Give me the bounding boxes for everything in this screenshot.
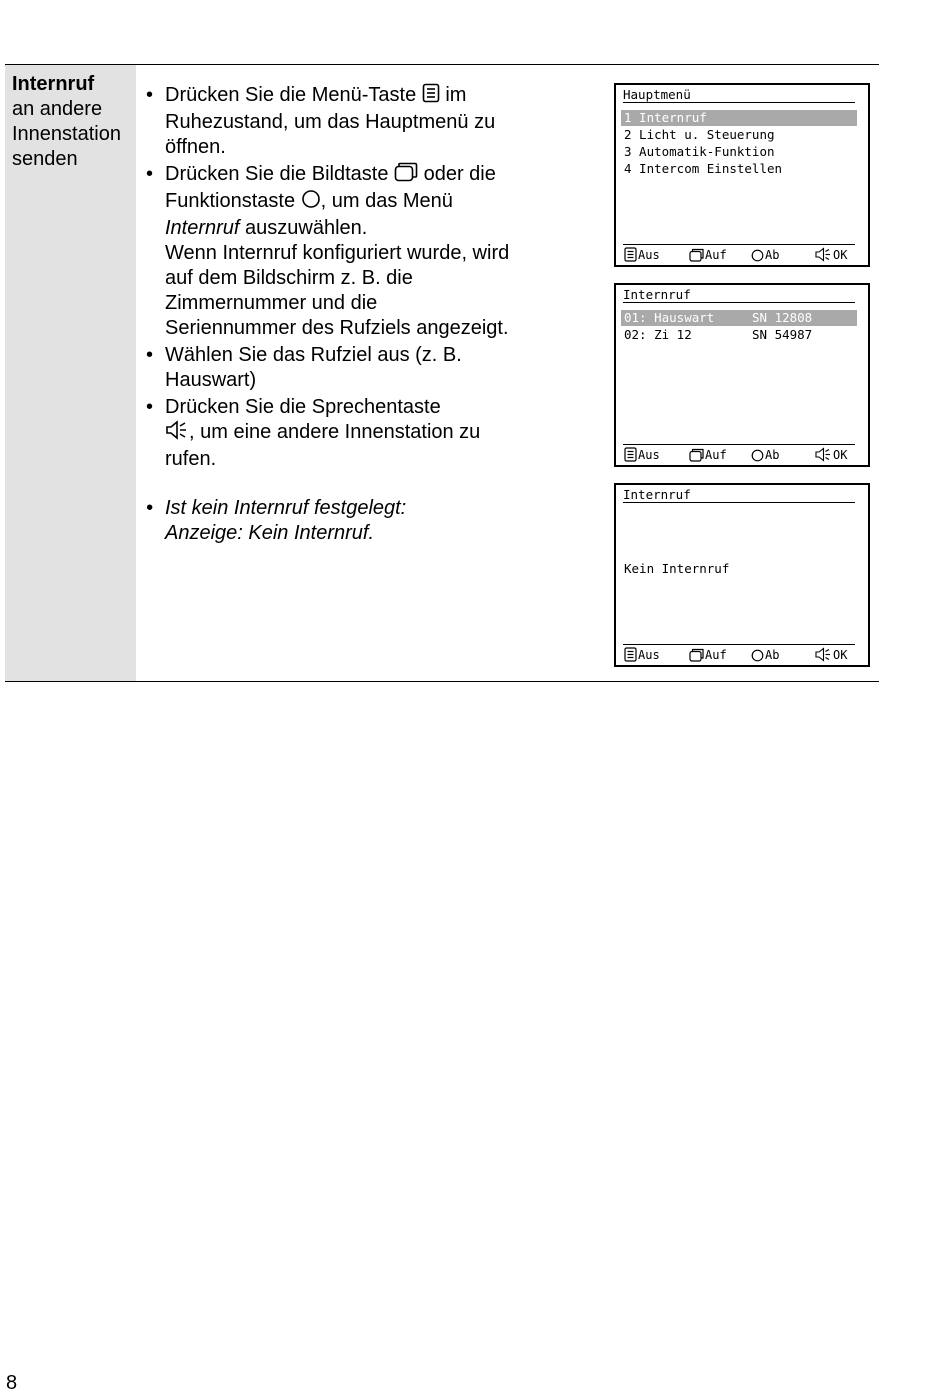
screen-footer bbox=[623, 644, 855, 665]
screen-footer bbox=[623, 444, 855, 465]
sidebar-heading bbox=[12, 72, 121, 172]
sidebar-column bbox=[5, 65, 136, 681]
list-item bbox=[142, 343, 512, 393]
screen-main-menu bbox=[614, 83, 870, 267]
footer-auf: Auf bbox=[689, 647, 727, 663]
picture-key-icon bbox=[394, 162, 418, 189]
speaker-key-icon bbox=[815, 447, 832, 462]
empty-message: Kein Internruf bbox=[624, 561, 730, 576]
list-item bbox=[142, 395, 512, 472]
step-text: oder die Funktionstaste bbox=[165, 163, 496, 212]
speaker-key-icon bbox=[165, 420, 189, 447]
instruction-list bbox=[142, 83, 512, 548]
picture-key-icon bbox=[689, 648, 704, 662]
footer-aus: Aus bbox=[624, 447, 660, 463]
footer-ok: OK bbox=[815, 447, 847, 463]
footer-aus: Aus bbox=[624, 247, 660, 263]
sidebar-title: Internruf bbox=[12, 73, 95, 95]
sidebar-line: senden bbox=[12, 148, 78, 170]
note-text: Anzeige: Kein Internruf. bbox=[165, 522, 375, 544]
menu-key-icon bbox=[624, 447, 637, 462]
speaker-key-icon bbox=[815, 647, 832, 662]
target-serial: SN 12808 bbox=[752, 310, 813, 325]
picture-key-icon bbox=[689, 248, 704, 262]
sidebar-line: Innenstation bbox=[12, 123, 121, 145]
page-number: 8 bbox=[6, 1372, 18, 1394]
step-text: auszuwählen. bbox=[239, 217, 368, 239]
call-target-selected[interactable] bbox=[621, 310, 857, 326]
footer-ok: OK bbox=[815, 647, 847, 663]
menu-item-selected[interactable]: 1 Internruf bbox=[621, 110, 857, 126]
footer-ab: Ab bbox=[751, 647, 779, 663]
list-item bbox=[142, 162, 512, 341]
speaker-key-icon bbox=[815, 247, 832, 262]
menu-item[interactable]: 4 Intercom Einstellen bbox=[624, 161, 783, 176]
function-key-icon bbox=[751, 649, 764, 662]
screen-header: Internruf bbox=[623, 487, 855, 503]
target-serial: SN 54987 bbox=[752, 327, 813, 342]
screen-internruf-list bbox=[614, 283, 870, 467]
screen-header: Internruf bbox=[623, 287, 855, 303]
menu-item[interactable]: 2 Licht u. Steuerung bbox=[624, 127, 775, 142]
footer-ab: Ab bbox=[751, 247, 779, 263]
step-text: Drücken Sie die Sprechentaste bbox=[165, 396, 441, 418]
menu-key-icon bbox=[422, 83, 440, 110]
picture-key-icon bbox=[689, 448, 704, 462]
menu-name: Internruf bbox=[165, 217, 240, 239]
function-key-icon bbox=[751, 249, 764, 262]
screen-internruf-empty bbox=[614, 483, 870, 667]
call-target[interactable] bbox=[621, 327, 857, 343]
note-text: Ist kein Internruf festgelegt: bbox=[165, 497, 407, 519]
step-text: Drücken Sie die Bildtaste bbox=[165, 163, 395, 185]
menu-key-icon bbox=[624, 247, 637, 262]
list-item bbox=[142, 83, 512, 160]
function-key-icon bbox=[301, 189, 321, 216]
step-text: Wählen Sie das Rufziel aus (z. B. Hauswart) bbox=[165, 344, 462, 391]
footer-auf: Auf bbox=[689, 247, 727, 263]
function-key-icon bbox=[751, 449, 764, 462]
step-text: Wenn Internruf konfiguriert wurde, wird auf dem Bildschirm z. B. die Zimmernummer und die Seriennummer des Rufziels angezeigt. bbox=[165, 242, 510, 339]
instruction-section bbox=[5, 64, 879, 682]
step-text: , um eine andere Innenstation zu rufen. bbox=[165, 421, 481, 470]
menu-item[interactable]: 3 Automatik-Funktion bbox=[624, 144, 775, 159]
footer-auf: Auf bbox=[689, 447, 727, 463]
step-text: Drücken Sie die Menü-Taste bbox=[165, 84, 422, 106]
screen-footer bbox=[623, 244, 855, 265]
target-name: 01: Hauswart bbox=[624, 310, 715, 325]
list-item bbox=[142, 496, 512, 546]
screen-header: Hauptmenü bbox=[623, 87, 855, 103]
menu-key-icon bbox=[624, 647, 637, 662]
step-text: im Ruhezustand, um das Hauptmenü zu öffnen. bbox=[165, 84, 496, 158]
footer-ab: Ab bbox=[751, 447, 779, 463]
step-text: , um das Menü bbox=[320, 190, 453, 212]
sidebar-line: an andere bbox=[12, 98, 103, 120]
target-name: 02: Zi 12 bbox=[624, 327, 692, 342]
footer-aus: Aus bbox=[624, 647, 660, 663]
footer-ok: OK bbox=[815, 247, 847, 263]
